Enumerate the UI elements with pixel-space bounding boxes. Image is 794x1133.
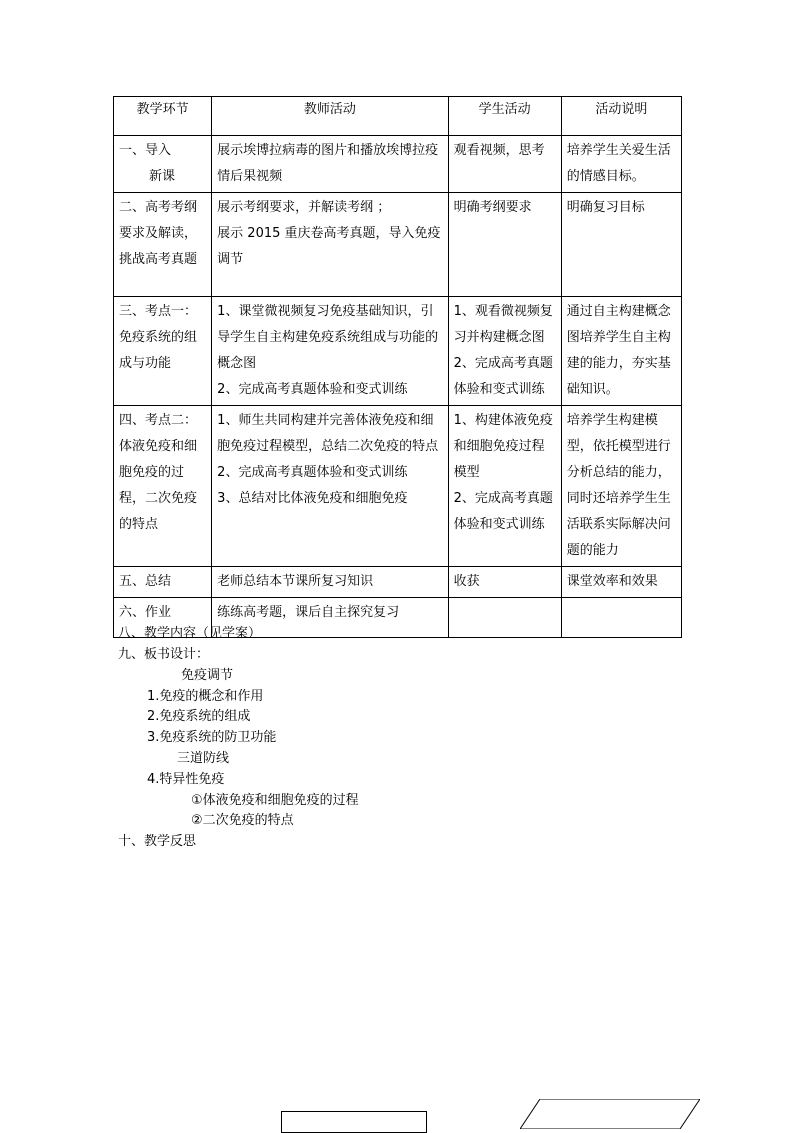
student-text: 2、完成高考真题体验和变式训练	[453, 491, 553, 532]
note-text: 培养学生构建模型，依托模型进行分析总结的能力，同时还培养学生生活联系实际解决问题的能力	[566, 413, 671, 558]
section-board-title: 九、板书设计：	[118, 647, 210, 662]
stage-cell	[114, 406, 212, 567]
section-content: 八、教学内容（见学案）	[118, 626, 262, 641]
footer-box-left	[281, 1111, 427, 1133]
note-cell	[561, 406, 681, 567]
table-header-row	[114, 97, 682, 136]
header-note: 活动说明	[561, 97, 681, 136]
board-subitem: ①体液免疫和细胞免疫的过程	[191, 793, 359, 808]
note-cell	[561, 297, 681, 406]
board-item: 2.免疫系统的组成	[147, 709, 251, 724]
stage-cell	[114, 136, 212, 193]
stage-text: 六、作业	[119, 605, 172, 620]
student-text: 1、观看微视频复习并构建概念图	[453, 304, 553, 345]
table-row	[114, 567, 682, 598]
header-teacher: 教师活动	[212, 97, 448, 136]
student-cell	[448, 193, 561, 297]
board-topic: 免疫调节	[181, 668, 234, 683]
board-item: 3.免疫系统的防卫功能	[147, 730, 277, 745]
teacher-text: 1、师生共同构建并完善体液免疫和细胞免疫过程模型，总结二次免疫的特点	[217, 413, 439, 454]
table-row	[114, 406, 682, 567]
board-item: 1.免疫的概念和作用	[147, 689, 264, 704]
stage-text: 二、高考考纲要求及解读，挑战高考真题	[119, 200, 198, 267]
teacher-text: 3、总结对比体液免疫和细胞免疫	[217, 491, 408, 506]
note-text: 明确复习目标	[566, 200, 645, 215]
student-text: 收获	[453, 574, 480, 589]
stage-text: 新课	[149, 169, 176, 184]
teacher-cell	[212, 406, 448, 567]
note-text: 通过自主构建概念图培养学生自主构建的能力，夯实基础知识。	[566, 304, 671, 397]
teacher-cell	[212, 193, 448, 297]
note-cell	[561, 193, 681, 297]
stage-text: 三、考点一：免疫系统的组成与功能	[119, 304, 198, 371]
note-text: 课堂效率和效果	[566, 574, 658, 589]
table-row	[114, 297, 682, 406]
stage-text: 五、总结	[119, 574, 172, 589]
student-text: 2、完成高考真题体验和变式训练	[453, 356, 553, 397]
board-subitem: ②二次免疫的特点	[191, 813, 294, 828]
teacher-text: 展示考纲要求，并解读考纲 ；	[217, 200, 391, 215]
teacher-text: 老师总结本节课所复习知识	[217, 574, 374, 589]
stage-text: 一、导入	[119, 143, 172, 158]
teacher-cell	[212, 567, 448, 598]
teacher-text: 2、完成高考真题体验和变式训练	[217, 382, 408, 397]
teacher-text: 展示埃博拉病毒的图片和播放埃博拉疫情后果视频	[217, 143, 439, 184]
header-stage: 教学环节	[114, 97, 212, 136]
table-row	[114, 193, 682, 297]
teacher-cell	[212, 297, 448, 406]
student-cell	[448, 406, 561, 567]
student-text: 1、构建体液免疫和细胞免疫过程模型	[453, 413, 553, 480]
teacher-text: 1、课堂微视频复习免疫基础知识，引导学生自主构建免疫系统组成与功能的概念图	[217, 304, 439, 371]
stage-text: 四、考点二：体液免疫和细胞免疫的过程，二次免疫的特点	[119, 413, 198, 532]
table-row	[114, 136, 682, 193]
student-text: 明确考纲要求	[453, 200, 532, 215]
section-reflection: 十、教学反思	[118, 834, 197, 849]
student-cell	[448, 567, 561, 598]
teacher-text: 展示 2015 重庆卷高考真题，导入免疫调节	[217, 226, 441, 267]
stage-cell	[114, 193, 212, 297]
teacher-cell	[212, 136, 448, 193]
board-item: 4.特异性免疫	[147, 772, 225, 787]
teacher-text: 练练高考题，课后自主探究复习	[217, 605, 400, 620]
note-text: 培养学生关爱生活的情感目标。	[566, 143, 671, 184]
lesson-plan-table	[113, 96, 682, 638]
student-text: 观看视频，思考	[453, 143, 545, 158]
note-cell	[561, 567, 681, 598]
student-cell	[448, 297, 561, 406]
footer-box-right	[520, 1099, 700, 1129]
stage-cell	[114, 297, 212, 406]
stage-cell	[114, 567, 212, 598]
note-cell	[561, 136, 681, 193]
header-student: 学生活动	[448, 97, 561, 136]
board-subitem: 三道防线	[177, 751, 230, 766]
teacher-text: 2、完成高考真题体验和变式训练	[217, 465, 408, 480]
student-cell	[448, 136, 561, 193]
